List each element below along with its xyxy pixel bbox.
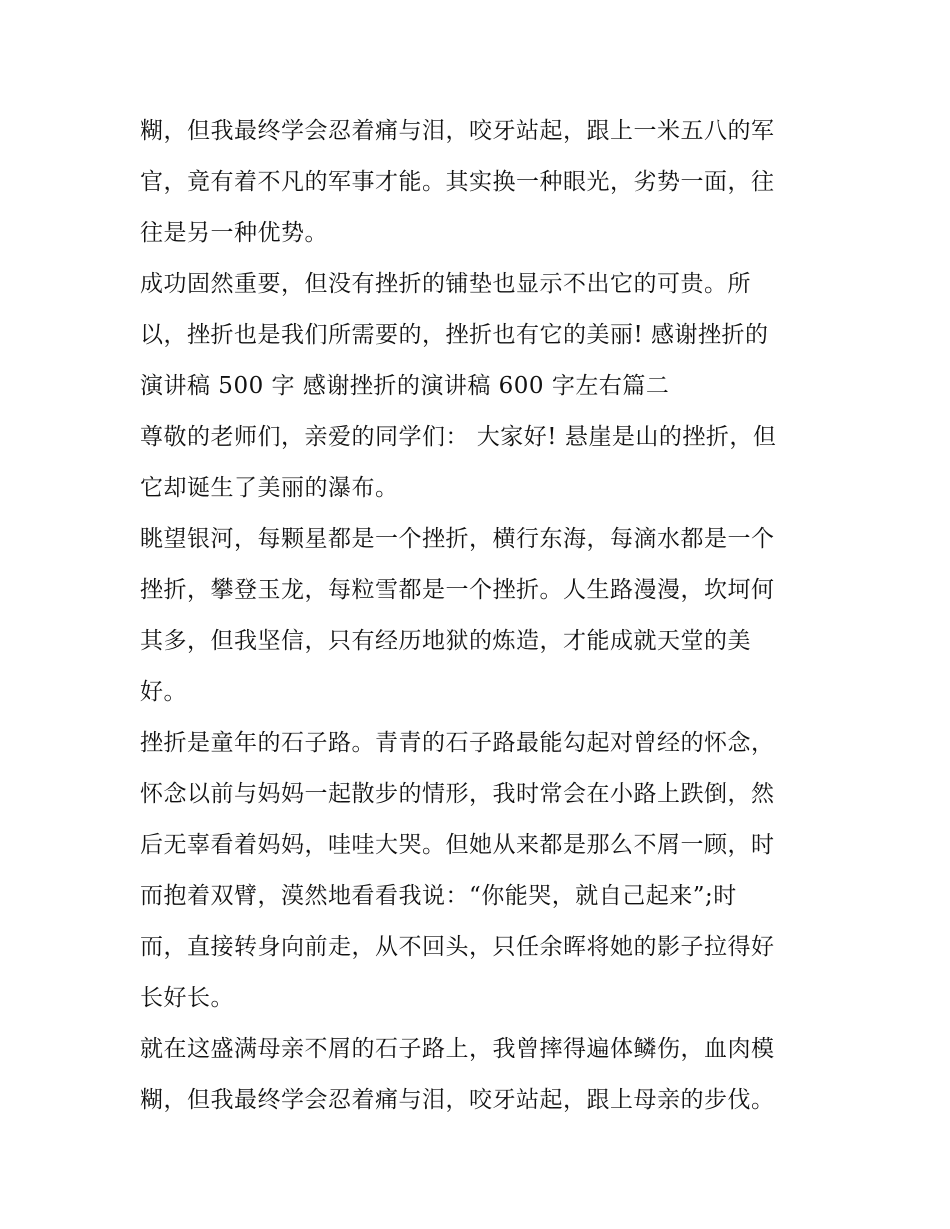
- text-line: 而抱着双臂，漠然地看看我说：“你能哭，就自己起来”;时: [140, 883, 737, 909]
- text-line: 挫折，攀登玉龙，每粒雪都是一个挫折。人生路漫漫，坎坷何: [140, 577, 775, 603]
- text-line: 糊，但我最终学会忍着痛与泪，咬牙站起，跟上一米五八的军: [140, 118, 775, 144]
- text-line: 以，挫折也是我们所需要的，挫折也有它的美丽! 感谢挫折的: [140, 322, 769, 348]
- document-body: [140, 106, 820, 1126]
- text-line: 后无辜看着妈妈，哇哇大哭。但她从来都是那么不屑一顾，时: [140, 832, 775, 858]
- text-line: 成功固然重要，但没有挫折的铺垫也显示不出它的可贵。所: [140, 271, 751, 297]
- text-line: 眺望银河，每颗星都是一个挫折，横行东海，每滴水都是一个: [140, 526, 775, 552]
- text-line: 挫折是童年的石子路。青青的石子路最能勾起对曾经的怀念，: [140, 730, 775, 756]
- text-line: 怀念以前与妈妈一起散步的情形，我时常会在小路上跌倒，然: [140, 781, 775, 807]
- text-line: 就在这盛满母亲不屑的石子路上，我曾摔得遍体鳞伤，血肉模: [140, 1036, 775, 1062]
- text-line: 它却诞生了美丽的瀑布。: [140, 475, 399, 501]
- text-line: 而，直接转身向前走，从不回头，只任余晖将她的影子拉得好: [140, 934, 775, 960]
- text-line: 长好长。: [140, 985, 234, 1011]
- text-line: 好。: [140, 679, 187, 705]
- text-line: 往是另一种优势。: [140, 220, 328, 246]
- text-line: 其多，但我坚信，只有经历地狱的炼造，才能成就天堂的美: [140, 628, 751, 654]
- text-line: 官，竟有着不凡的军事才能。其实换一种眼光，劣势一面，往: [140, 169, 775, 195]
- text-line: 演讲稿 500 字 感谢挫折的演讲稿 600 字左右篇二: [140, 373, 670, 399]
- text-line: 尊敬的老师们，亲爱的同学们： 大家好! 悬崖是山的挫折，但: [140, 424, 777, 450]
- text-line: 糊，但我最终学会忍着痛与泪，咬牙站起，跟上母亲的步伐。: [140, 1087, 775, 1113]
